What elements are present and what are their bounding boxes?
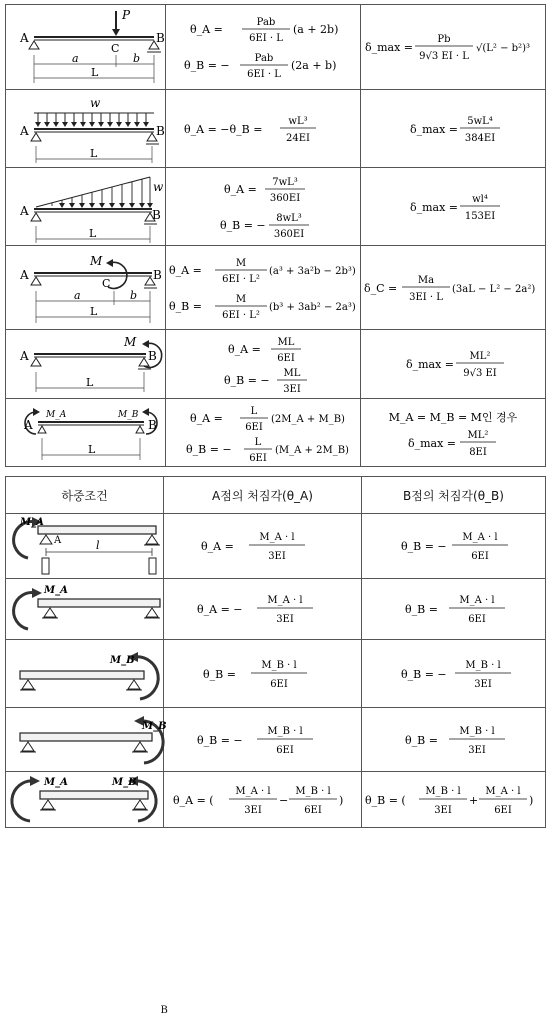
table-row: [6, 514, 546, 579]
dim-a-label: a: [72, 52, 79, 65]
support-a-label: A: [24, 417, 33, 432]
svg-text:6EI: 6EI: [277, 353, 295, 364]
dim-a-label: a: [74, 288, 81, 302]
load-label: w: [90, 95, 101, 110]
svg-text:θ_B = −: θ_B = −: [186, 442, 232, 456]
beam-diagram: [6, 400, 164, 466]
svg-text:δ_C =: δ_C =: [363, 281, 397, 295]
dim-l-label: L: [86, 376, 94, 389]
theta-a-formula: [168, 403, 358, 432]
table-row: [6, 330, 546, 399]
moment-a-label: M_A: [20, 517, 44, 528]
svg-text:M_A · l: M_A · l: [234, 785, 271, 797]
svg-text:3EI: 3EI: [267, 551, 286, 562]
svg-text:3EI: 3EI: [243, 804, 262, 816]
delta-max-formula: [361, 30, 544, 64]
svg-text:ML: ML: [277, 337, 295, 348]
svg-text:θ_B = −: θ_B = −: [400, 540, 447, 553]
svg-text:M_A · l: M_A · l: [458, 595, 495, 606]
theta-a-cell: [164, 640, 362, 708]
table-row: [6, 5, 546, 90]
load-label: w: [153, 179, 164, 194]
beam-diagram: [6, 169, 164, 245]
support-a-label: A: [20, 203, 29, 218]
theta-a-formula: [167, 255, 360, 285]
support-a-label: A: [54, 535, 62, 546]
table-row: [6, 90, 546, 168]
svg-text:(b³ + 3ab² − 2a³): (b³ + 3ab² − 2a³): [268, 301, 356, 313]
point-c-label: C: [111, 42, 120, 55]
support-b-label: B: [156, 123, 165, 138]
deflection-cell: [361, 246, 546, 330]
svg-text:Ma: Ma: [417, 274, 434, 286]
table-row: [6, 640, 546, 708]
svg-text:3EI: 3EI: [283, 384, 301, 395]
theta-formula: [168, 112, 358, 146]
table-row: [6, 168, 546, 246]
svg-text:384EI: 384EI: [464, 132, 495, 144]
svg-text:360EI: 360EI: [269, 192, 301, 204]
beam-diagram: [6, 514, 162, 578]
load-diagram-moment-b: [6, 640, 164, 708]
svg-text:3EI: 3EI: [467, 744, 486, 756]
svg-text:θ_A =: θ_A =: [190, 411, 223, 425]
theta-a-formula: [165, 591, 361, 627]
svg-text:6EI: 6EI: [275, 744, 294, 756]
slope-cell: [166, 330, 361, 399]
case-note: [362, 407, 545, 425]
svg-text:√(L² − b²)³: √(L² − b²)³: [476, 43, 530, 54]
dim-l-label: L: [88, 442, 96, 456]
deflection-cell: [361, 5, 546, 90]
svg-text:M_B · l: M_B · l: [424, 785, 461, 797]
svg-text:L: L: [254, 436, 262, 448]
svg-text:(a + 2b): (a + 2b): [293, 23, 339, 36]
delta-c-formula: [362, 271, 545, 305]
svg-text:M_B · l: M_B · l: [464, 659, 501, 671]
point-c-label: C: [102, 276, 111, 290]
svg-text:7wL³: 7wL³: [272, 176, 298, 188]
theta-b-cell: [362, 514, 546, 579]
svg-text:θ_B = −: θ_B = −: [196, 733, 243, 747]
svg-text:M_B · l: M_B · l: [260, 659, 297, 671]
load-diagram-both-moments: [6, 772, 164, 828]
load-diagram-end-moment-b: [6, 330, 166, 399]
moment-a-label: M_A: [44, 776, 68, 788]
svg-text:M_B · l: M_B · l: [266, 725, 303, 737]
svg-text:L: L: [250, 405, 258, 417]
svg-text:M_A = M_B = M인 경우: M_A = M_B = M인 경우: [388, 410, 517, 424]
svg-text:θ_B =: θ_B =: [168, 299, 202, 313]
slope-cell: [166, 168, 361, 246]
header-load-condition: 하중조건: [6, 477, 164, 514]
theta-a-formula: [165, 528, 361, 564]
svg-text:(3aL − L² − 2a²): (3aL − L² − 2a²): [451, 283, 535, 295]
load-diagram-moment-at-c: [6, 246, 166, 330]
load-diagram-moment-a: [6, 579, 164, 640]
svg-text:6EI: 6EI: [303, 804, 322, 816]
support-b-label: B: [148, 417, 157, 432]
svg-text:θ_B =: θ_B =: [404, 603, 438, 616]
dim-l-label: L: [91, 66, 99, 79]
load-diagram-triangular-load: [6, 168, 166, 246]
deflection-cell: [361, 90, 546, 168]
svg-text:6EI · L: 6EI · L: [249, 33, 283, 44]
svg-text:M_A · l: M_A · l: [461, 532, 498, 543]
theta-b-cell: [362, 640, 546, 708]
header-theta-a: A점의 처짐각(θ_A): [164, 477, 362, 514]
moment-b-label: M_B: [112, 776, 137, 788]
svg-text:M_A · l: M_A · l: [266, 595, 303, 606]
moment-a-label: M_A: [44, 585, 68, 596]
svg-text:(a³ + 3a²b − 2b³): (a³ + 3a²b − 2b³): [268, 265, 356, 277]
svg-text:5wL⁴: 5wL⁴: [466, 115, 493, 127]
load-diagram-point-load: [6, 5, 166, 90]
svg-text:θ_A =: θ_A =: [200, 540, 234, 553]
svg-text:θ_B = −: θ_B = −: [184, 59, 230, 72]
theta-a-formula: [165, 656, 361, 692]
table-row: [6, 772, 546, 828]
svg-text:6EI · L: 6EI · L: [247, 69, 281, 80]
dim-l-label: L: [89, 226, 97, 240]
dim-b-label: b: [130, 288, 138, 302]
theta-a-formula: [168, 334, 358, 363]
svg-text:θ_B = −: θ_B = −: [400, 667, 447, 681]
support-a-label: A: [20, 31, 29, 45]
dim-b-label: b: [133, 52, 141, 65]
theta-b-cell: [362, 708, 546, 772]
svg-text:wL³: wL³: [288, 115, 308, 127]
svg-text:θ_B = −: θ_B = −: [220, 218, 266, 232]
svg-text:Pab: Pab: [254, 53, 274, 64]
svg-text:3EI: 3EI: [433, 804, 452, 816]
theta-a-cell: [164, 708, 362, 772]
beam-formula-table-2: [5, 476, 546, 1016]
support-b-label: B: [153, 267, 162, 282]
svg-text:6EI: 6EI: [245, 421, 263, 433]
moment-b-label: M_B: [118, 409, 139, 420]
svg-text:wl⁴: wl⁴: [471, 193, 488, 205]
beam-diagram: [6, 5, 164, 89]
moment-label: M: [124, 335, 137, 349]
deflection-cell: [361, 399, 546, 467]
svg-text:δ_max =: δ_max =: [405, 358, 454, 371]
svg-text:6EI: 6EI: [269, 678, 288, 690]
moment-b-label: M_B: [142, 720, 167, 732]
svg-text:θ_B =: θ_B =: [404, 733, 438, 747]
theta-a-cell: [164, 514, 362, 579]
moment-label: M: [90, 253, 103, 268]
table-row: [6, 708, 546, 772]
support-b-label: B: [156, 31, 165, 45]
beam-diagram: [6, 709, 167, 771]
svg-text:δ_max =: δ_max =: [409, 122, 458, 136]
theta-a-cell: [164, 772, 362, 828]
svg-text:θ_A =: θ_A =: [224, 182, 257, 196]
delta-max-formula: [362, 190, 545, 224]
theta-b-cell: [362, 579, 546, 640]
svg-text:ML: ML: [283, 368, 301, 379]
svg-text:δ_max =: δ_max =: [407, 436, 456, 450]
svg-text:ML²: ML²: [469, 351, 490, 362]
svg-text:−: −: [278, 793, 288, 807]
svg-text:+: +: [468, 793, 478, 807]
theta-b-formula: [363, 528, 545, 564]
svg-text:360EI: 360EI: [273, 228, 305, 240]
beam-diagram: [6, 773, 162, 827]
svg-text:9√3 EI · L: 9√3 EI · L: [419, 51, 469, 62]
header-theta-b: B점의 처짐각(θ_B): [362, 477, 546, 514]
delta-max-formula: [362, 112, 545, 146]
load-label: P: [122, 8, 131, 22]
beam-diagram: [6, 247, 164, 329]
svg-text:θ_A = (: θ_A = (: [172, 793, 214, 807]
support-b-label: B: [152, 207, 161, 222]
slope-cell: [166, 5, 361, 90]
svg-text:153EI: 153EI: [464, 210, 495, 222]
slope-cell: [166, 90, 361, 168]
svg-text:M_A · l: M_A · l: [258, 532, 295, 543]
svg-text:8wL³: 8wL³: [276, 212, 302, 224]
beam-diagram: [6, 330, 164, 398]
theta-a-formula: [168, 14, 358, 44]
svg-text:(2a + b): (2a + b): [291, 59, 337, 72]
delta-max-formula: [362, 347, 545, 381]
theta-a-formula: [168, 174, 358, 204]
svg-text:θ_A = −θ_B =: θ_A = −θ_B =: [184, 122, 263, 136]
svg-text:δ_max =: δ_max =: [409, 200, 458, 214]
theta-b-formula: [168, 50, 358, 80]
dim-l-label: L: [90, 146, 98, 160]
svg-text:8EI: 8EI: [468, 446, 487, 458]
table-row: [6, 246, 546, 330]
svg-text:θ_B = (: θ_B = (: [364, 793, 406, 807]
svg-text:): ): [338, 793, 343, 807]
beam-formula-table-1: [5, 4, 546, 467]
svg-text:24EI: 24EI: [286, 132, 310, 144]
theta-b-formula: [363, 722, 545, 758]
svg-text:6EI: 6EI: [467, 614, 486, 625]
theta-b-formula: [363, 656, 545, 692]
theta-b-formula: [363, 591, 545, 627]
svg-text:θ_A =: θ_A =: [190, 23, 223, 36]
svg-text:9√3 EI: 9√3 EI: [462, 368, 497, 379]
beam-diagram: [6, 579, 162, 639]
theta-a-formula: [165, 782, 361, 818]
svg-text:Pab: Pab: [256, 17, 276, 28]
moment-a-label: M_A: [46, 409, 67, 420]
theta-a-formula: [165, 722, 361, 758]
svg-text:δ_max =: δ_max =: [365, 41, 414, 54]
support-a-label: A: [20, 349, 29, 363]
svg-text:θ_A =: θ_A =: [168, 263, 202, 277]
svg-text:6EI: 6EI: [249, 452, 267, 464]
load-diagram-uniform-load: [6, 90, 166, 168]
svg-text:3EI: 3EI: [275, 614, 294, 625]
theta-a-cell: [164, 579, 362, 640]
beam-diagram: [6, 641, 162, 707]
theta-b-formula: [168, 365, 358, 394]
svg-text:θ_B =: θ_B =: [202, 667, 236, 681]
dim-l-label: l: [96, 539, 100, 552]
slope-cell: [166, 246, 361, 330]
table-row: [6, 579, 546, 640]
theta-b-cell: [362, 772, 546, 828]
svg-text:6EI: 6EI: [493, 804, 512, 816]
svg-text:ML²: ML²: [467, 429, 488, 441]
svg-text:θ_A =: θ_A =: [228, 343, 261, 356]
support-b-label: B: [148, 349, 157, 363]
svg-text:M_A · l: M_A · l: [484, 785, 521, 797]
slope-cell: [166, 399, 361, 467]
svg-text:6EI · L²: 6EI · L²: [221, 273, 260, 285]
svg-text:(M_A + 2M_B): (M_A + 2M_B): [275, 444, 349, 456]
moment-b-label: M_B: [110, 654, 135, 666]
theta-b-formula: [168, 210, 358, 240]
support-b-label: B: [160, 1004, 168, 1016]
theta-b-formula: [168, 434, 358, 463]
support-a-label: A: [20, 123, 29, 138]
svg-text:M_B · l: M_B · l: [458, 725, 495, 737]
table-row: [6, 399, 546, 467]
delta-max-formula: [362, 427, 545, 459]
dim-l-label: L: [90, 304, 98, 318]
svg-text:3EI · L: 3EI · L: [408, 291, 443, 303]
svg-text:3EI: 3EI: [473, 678, 492, 690]
svg-text:M_B · l: M_B · l: [294, 785, 331, 797]
svg-text:Pb: Pb: [437, 34, 451, 45]
svg-text:6EI: 6EI: [470, 551, 489, 562]
header-row: [6, 477, 546, 514]
load-diagram-both-end-moments: [6, 399, 166, 467]
support-a-label: A: [20, 267, 29, 282]
svg-text:): ): [528, 793, 533, 807]
svg-text:(2M_A + M_B): (2M_A + M_B): [271, 413, 345, 425]
svg-text:6EI · L²: 6EI · L²: [221, 309, 260, 321]
svg-text:θ_B = −: θ_B = −: [224, 374, 270, 387]
svg-text:M: M: [235, 257, 246, 269]
deflection-cell: [361, 168, 546, 246]
deflection-cell: [361, 330, 546, 399]
beam-diagram: [6, 91, 164, 167]
theta-b-formula: [363, 782, 545, 818]
theta-b-formula: [167, 291, 360, 321]
load-diagram-moment-b: [6, 708, 167, 772]
svg-text:M: M: [235, 293, 246, 305]
svg-text:θ_A = −: θ_A = −: [196, 603, 242, 616]
